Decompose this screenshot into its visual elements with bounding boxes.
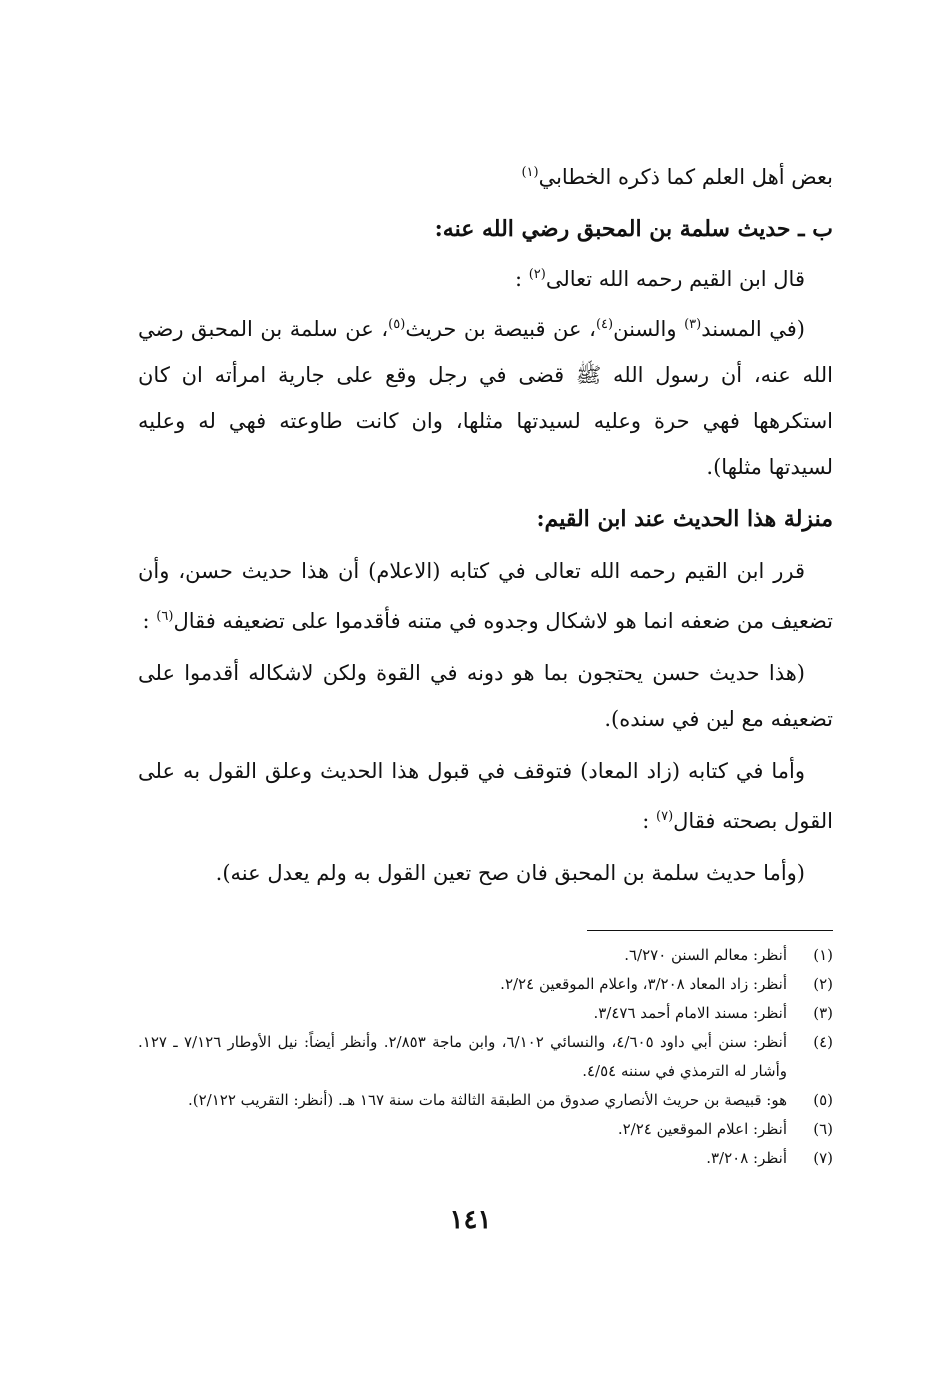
footnote-ref: (٦)	[156, 609, 174, 624]
footnote-ref: (١)	[521, 165, 539, 180]
text-span: ، عن سلمة بن المحبق رضي الله عنه، أن رسول الله ﷺ قضى في رجل وقع على جارية امرأته ان كان استكرهها فهي حرة وعليه لسيدتها مثلها، وان كانت طاوعته فهي له وعليه لسيدتها مثلها).	[138, 317, 833, 479]
text-span: بعض أهل العلم كما ذكره الخطابي	[538, 165, 833, 189]
footnote-number: (١)	[813, 946, 833, 964]
footnote-divider	[587, 930, 833, 931]
footnote-item	[138, 999, 833, 1028]
footnote-text: هو: قبيصة بن حريث الأنصاري صدوق من الطبقة الثالثة مات سنة ١٦٧ هـ. (أنظر: التقريب ٢/١٢٢).	[187, 1091, 787, 1109]
footnote-item	[138, 1115, 833, 1144]
footnote-ref: (٢)	[528, 267, 546, 282]
footnote-text: أنظر: اعلام الموقعين ٢/٢٤.	[617, 1120, 787, 1138]
text-span: (في المسند	[701, 317, 805, 341]
footnote-item	[138, 1028, 833, 1086]
text-span: قرر ابن القيم رحمه الله تعالى في كتابه (الاعلام) أن هذا حديث حسن، وأن تضعيف من ضعفه انما هو لاشكال وجدوه في متنه فأقدموا على تضعيفه فقال	[138, 559, 833, 633]
paragraph: قرر ابن القيم رحمه الله تعالى في كتابه (الاعلام) أن هذا حديث حسن، وأن تضعيف من ضعفه انما هو لاشكال وجدوه في متنه فأقدموا على تضعيفه فقال$^{(٦)}$ :	[138, 559, 833, 633]
footnote-item	[138, 1086, 833, 1115]
footnotes	[138, 941, 833, 1173]
footnote-text: أنظر: معالم السنن ٦/٢٧٠.	[624, 946, 787, 964]
footnote-text: أنظر: ٣/٢٠٨.	[706, 1149, 787, 1167]
quote-paragraph: (هذا حديث حسن يحتجون بما هو دونه في القوة ولكن لاشكاله أقدموا على تضعيفه مع لين في سنده).	[138, 661, 833, 731]
hadith-paragraph	[138, 302, 833, 490]
page-content	[138, 150, 833, 1173]
footnote-number: (٥)	[813, 1091, 833, 1109]
section-heading: ب ـ حديث سلمة بن المحبق رضي الله عنه:	[434, 216, 833, 242]
footnote-number: (٣)	[813, 1004, 833, 1022]
text-span: والسنن	[613, 317, 685, 341]
footnote-number: (٦)	[813, 1120, 833, 1138]
footnote-text: أنظر: سنن أبي داود ٤/٦٠٥، والنسائي ٦/١٠٢، وابن ماجة ٢/٨٥٣. وأنظر أيضاً: نيل الأوطار ٧/١٢٦ ـ ١٢٧. وأشار له الترمذي في سننه ٤/٥٤.	[138, 1033, 788, 1080]
footnote-number: (٢)	[813, 975, 833, 993]
footnote-ref: (٧)	[656, 809, 674, 824]
intro-line: قال ابن القيم رحمه الله تعالى$^{(٢)}$ :	[514, 267, 805, 291]
page-number: ١٤١	[449, 1205, 492, 1235]
footnote-ref: (٣)	[684, 317, 702, 332]
footnote-number: (٤)	[813, 1033, 833, 1051]
footnote-text: أنظر: زاد المعاد ٣/٢٠٨، واعلام الموقعين ٢/٢٤.	[500, 975, 787, 993]
section-heading: منزلة هذا الحديث عند ابن القيم:	[536, 506, 833, 532]
text-line	[138, 150, 833, 200]
text-span: وأما في كتابه (زاد المعاد) فتوقف في قبول هذا الحديث وعلق القول به على القول بصحته فقال	[138, 759, 833, 833]
text-span: ، عن قبيصة بن حريث	[405, 317, 596, 341]
text-span: قال ابن القيم رحمه الله تعالى	[545, 267, 805, 291]
footnote-item	[138, 941, 833, 970]
quote-paragraph: (وأما حديث سلمة بن المحبق فان صح تعين القول به ولم يعدل عنه).	[215, 861, 805, 885]
footnote-ref: (٤)	[595, 317, 614, 332]
paragraph: وأما في كتابه (زاد المعاد) فتوقف في قبول هذا الحديث وعلق القول به على القول بصحته فقال$^{(٧)}$ :	[138, 759, 833, 833]
footnote-item	[138, 970, 833, 999]
footnote-ref: (٥)	[388, 317, 406, 332]
footnote-text: أنظر: مسند الامام أحمد ٣/٤٧٦.	[593, 1004, 787, 1022]
footnote-item	[138, 1144, 833, 1173]
footnote-number: (٧)	[813, 1149, 833, 1167]
